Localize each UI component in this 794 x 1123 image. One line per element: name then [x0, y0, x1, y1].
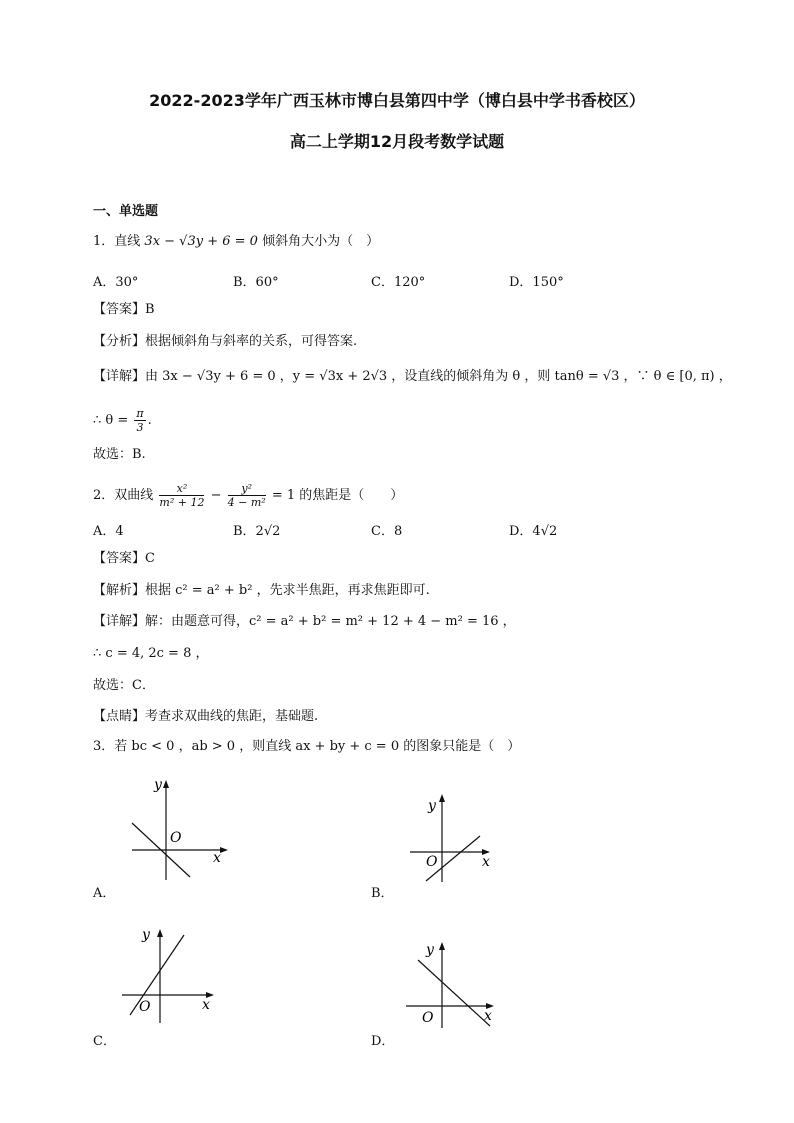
- figure-b-label: B．: [371, 886, 394, 901]
- figure-a-label: A．: [93, 886, 116, 901]
- x-axis-arrow: [220, 847, 228, 853]
- question-2-option-d: D．4√2: [509, 524, 558, 539]
- x-axis-label: x: [213, 850, 221, 866]
- question-2-stem-prefix: 2．双曲线: [93, 488, 154, 503]
- x-axis-label: x: [484, 1008, 492, 1024]
- document-title-line-2: 高二上学期12月段考数学试题: [289, 132, 505, 151]
- origin-label: O: [422, 1010, 434, 1026]
- y-axis-arrow: [163, 780, 169, 788]
- question-1-equation: 3x − √3y + 6 = 0: [144, 234, 258, 249]
- origin-label: O: [170, 830, 182, 846]
- y-axis-label: y: [142, 927, 150, 943]
- question-1-option-a: A．30°: [93, 275, 139, 290]
- question-2-analysis: [93, 582, 430, 600]
- question-2-comment: [93, 708, 318, 726]
- origin-label: O: [426, 854, 438, 870]
- question-2-choice: 故选：C．: [93, 678, 155, 693]
- y-axis-label: y: [428, 798, 436, 814]
- fraction-denominator: m² + 12: [159, 496, 205, 509]
- question-1-option-c: C．120°: [371, 275, 426, 290]
- question-3-stem: 3．若 bc < 0 ，ab > 0 ，则直线 ax + by + c = 0 的图象只能是（ ）: [93, 739, 521, 754]
- x-axis-label: x: [482, 854, 490, 870]
- question-2-stem: [93, 482, 403, 509]
- question-1-detail: [93, 368, 732, 386]
- y-axis-label: y: [154, 777, 162, 793]
- detail-text: 由 3x − √3y + 6 = 0 ，y = √3x + 2√3 ，设直线的倾斜角为 θ ，则 tanθ = √3 ，∵ θ ∈ [0, π) ，: [145, 369, 732, 384]
- analysis-tag: 【解析】: [93, 583, 146, 598]
- detail-text: 解：由题意可得，c² = a² + b² = m² + 12 + 4 − m² = 16 ，: [145, 614, 516, 629]
- figure-a-graph: [118, 776, 238, 881]
- figure-d-graph: [400, 938, 505, 1030]
- figure-c-graph: [112, 925, 222, 1025]
- question-2-stem-suffix: = 1 的焦距是（ ）: [271, 488, 404, 503]
- question-1-stem-suffix: 倾斜角大小为（ ）: [262, 234, 380, 249]
- answer-value: B: [145, 302, 155, 317]
- question-1-analysis: [93, 333, 357, 351]
- fraction-denominator: 3: [136, 421, 144, 434]
- section-heading: 一、单选题: [93, 204, 159, 219]
- comment-tag: 【点睛】: [93, 709, 146, 724]
- y-axis-arrow: [439, 942, 445, 950]
- origin-label: O: [139, 999, 151, 1015]
- figure-b-graph: [400, 790, 500, 885]
- figure-d-label: D．: [371, 1034, 395, 1049]
- answer-tag: 【答案】: [93, 302, 146, 317]
- analysis-text: 根据倾斜角与斜率的关系，可得答案.: [145, 334, 358, 349]
- question-1-option-b: B．60°: [233, 275, 279, 290]
- fraction-x-squared: [159, 482, 204, 509]
- fraction-y-squared: [228, 482, 266, 509]
- question-2-option-b: B．2√2: [233, 524, 281, 539]
- answer-value: C: [145, 551, 155, 566]
- y-axis-label: y: [426, 942, 434, 958]
- document-title-line-1: 2022-2023学年广西玉林市博白县第四中学（博白县中学书香校区）: [149, 91, 645, 110]
- fraction-numerator: π: [136, 407, 144, 420]
- question-1-detail-line-2: [93, 407, 152, 434]
- x-axis-label: x: [202, 997, 210, 1013]
- analysis-text: 根据 c² = a² + b² ，先求半焦距，再求焦距即可.: [145, 583, 430, 598]
- detail-tag: 【详解】: [93, 614, 146, 629]
- question-1-answer: [93, 301, 155, 319]
- minus-sign: −: [210, 488, 222, 503]
- detail-tag: 【详解】: [93, 369, 146, 384]
- fraction-pi-over-3: [134, 407, 145, 434]
- y-axis-arrow: [439, 794, 445, 802]
- period: .: [147, 413, 152, 428]
- comment-text: 考查求双曲线的焦距，基础题.: [145, 709, 319, 724]
- therefore-theta: ∴ θ =: [93, 413, 129, 428]
- question-1-stem-prefix: 1．直线: [93, 234, 141, 249]
- question-1-choice: 故选：B.: [93, 447, 146, 462]
- answer-tag: 【答案】: [93, 551, 146, 566]
- fraction-denominator: 4 − m²: [227, 496, 266, 509]
- question-2-option-a: A．4: [93, 524, 124, 539]
- question-2-option-c: C．8: [371, 524, 403, 539]
- question-2-detail-line-2: ∴ c = 4, 2c = 8 ，: [93, 646, 209, 661]
- fraction-numerator: x²: [159, 482, 204, 496]
- fraction-numerator: y²: [228, 482, 266, 496]
- question-2-detail: [93, 613, 516, 631]
- question-2-answer: [93, 550, 155, 568]
- figure-c-label: C．: [93, 1034, 116, 1049]
- question-1-stem: [93, 233, 379, 251]
- question-1-option-d: D．150°: [509, 275, 564, 290]
- analysis-tag: 【分析】: [93, 334, 146, 349]
- y-axis-arrow: [157, 929, 163, 937]
